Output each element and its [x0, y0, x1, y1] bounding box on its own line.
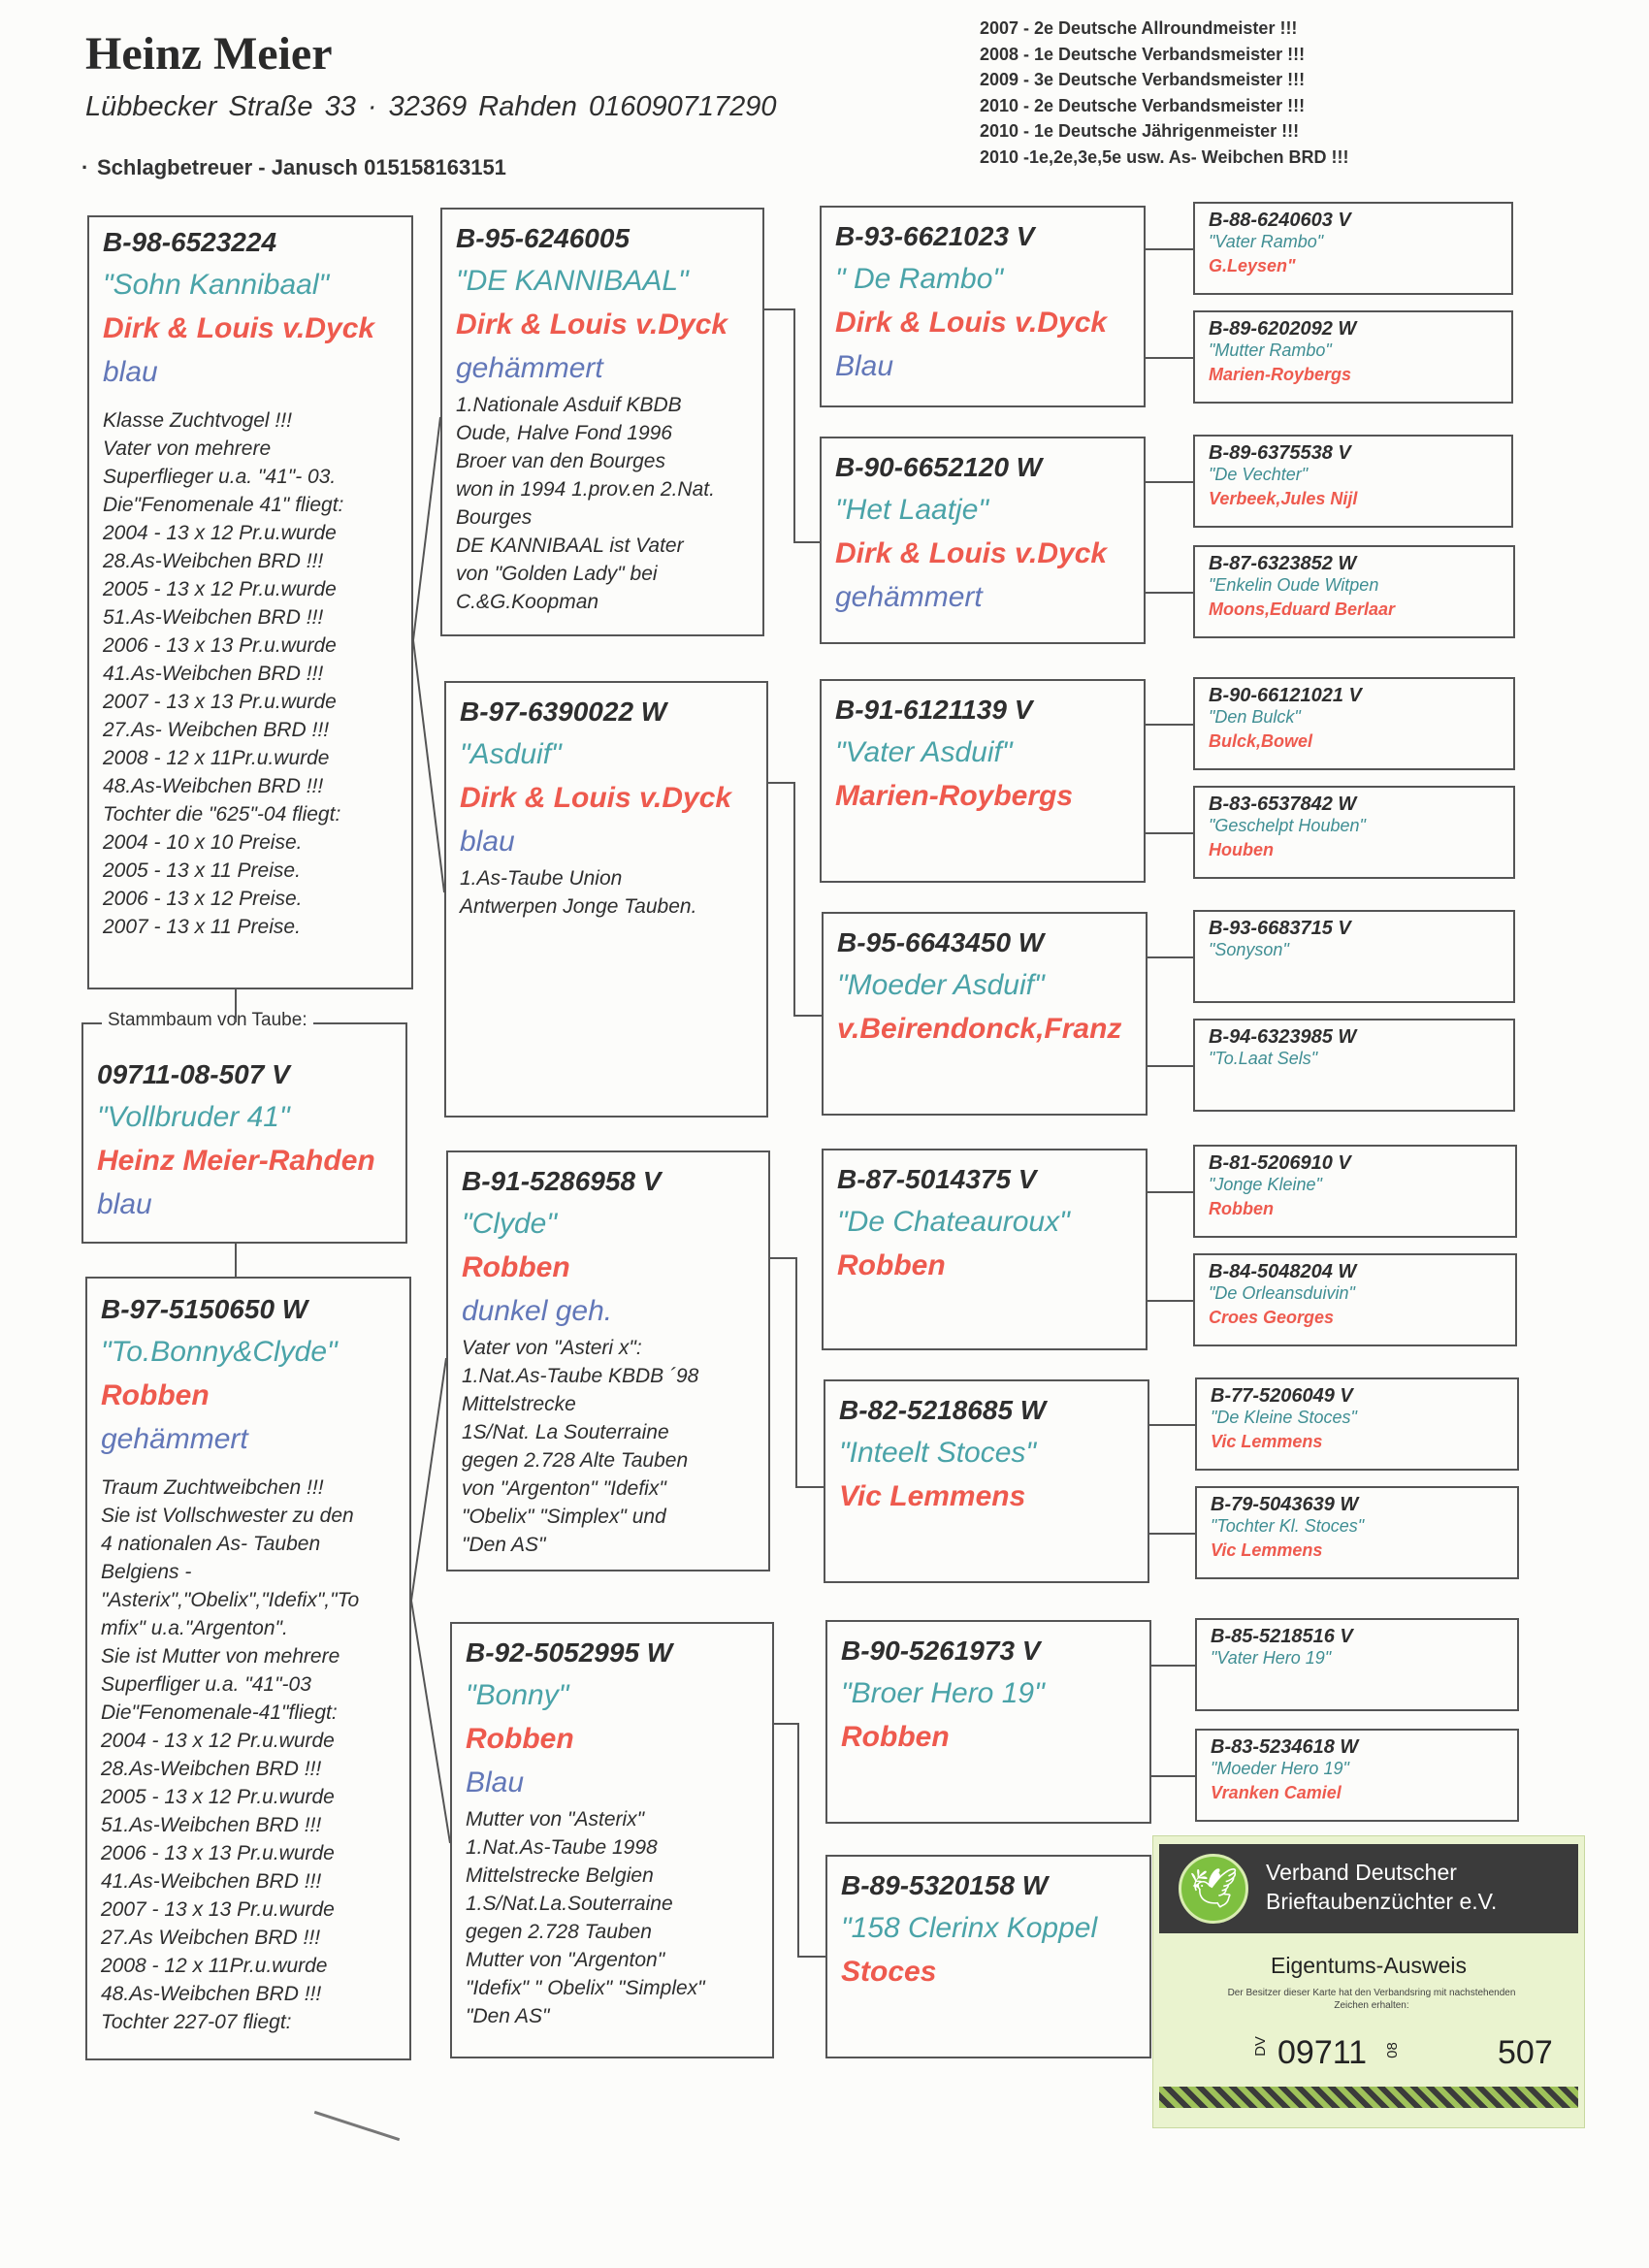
pigeon-name: " De Rambo"	[835, 263, 1004, 295]
pigeon-name: "Vater Asduif"	[835, 736, 1013, 768]
card-ring-number: 09711	[1277, 2034, 1368, 2071]
description-line: 2006 - 13 x 12 Preise.	[103, 888, 303, 910]
description-line: 1.Nationale Asduif KBDB	[456, 394, 682, 416]
connector-line	[413, 640, 444, 892]
description-line: 2006 - 13 x 13 Pr.u.wurde	[101, 1842, 335, 1864]
pigeon-name: "Jonge Kleine"	[1209, 1175, 1322, 1194]
breeder: Vic Lemmens	[1211, 1540, 1323, 1560]
breeder: Moons,Eduard Berlaar	[1209, 599, 1396, 619]
description-line: 27.As Weibchen BRD !!!	[101, 1927, 321, 1949]
plumage-color: blau	[97, 1188, 152, 1220]
description-line: Mittelstrecke Belgien	[466, 1864, 654, 1887]
description-line: "Den AS"	[466, 2005, 550, 2027]
description-line: 2008 - 12 x 11Pr.u.wurde	[103, 747, 330, 769]
pigeon-name: "Den Bulck"	[1209, 707, 1301, 727]
ring-number: B-77-5206049 V	[1211, 1385, 1353, 1407]
description-line: 2008 - 12 x 11Pr.u.wurde	[101, 1955, 328, 1977]
description-line: Superflieger u.a. "41"- 03.	[103, 466, 337, 488]
description-line: Die"Fenomenale 41" fliegt:	[103, 494, 344, 516]
plumage-color: blau	[460, 826, 515, 858]
pigeon-name: "De Kleine Stoces"	[1211, 1408, 1357, 1427]
plumage-color: gehämmert	[101, 1423, 248, 1455]
plumage-color: gehämmert	[456, 352, 603, 384]
description-line: 4 nationalen As- Tauben	[101, 1533, 321, 1555]
pigeon-name: "Broer Hero 19"	[841, 1677, 1045, 1709]
pedigree-label: Stammbaum von Taube:	[102, 1010, 313, 1031]
ring-number: B-92-5052995 W	[466, 1637, 673, 1668]
pigeon-name: "Bonny"	[466, 1679, 569, 1711]
pigeon-name: "Inteelt Stoces"	[839, 1437, 1037, 1469]
description-line: 1.S/Nat.La.Souterraine	[466, 1893, 673, 1915]
card-pattern-band	[1159, 2087, 1578, 2108]
achievement-item: 2010 - 1e Deutsche Jährigenmeister !!!	[980, 121, 1300, 142]
description-line: mfix" u.a."Argenton".	[101, 1617, 288, 1639]
breeder: Dirk & Louis v.Dyck	[456, 308, 728, 340]
pigeon-name: "DE KANNIBAAL"	[456, 265, 689, 297]
loft-manager-contact: · Schlagbetreuer - Janusch 015158163151	[97, 155, 506, 180]
description-line: Bourges	[456, 506, 533, 529]
pigeon-name: "De Vechter"	[1209, 465, 1309, 484]
pigeon-name: "To.Laat Sels"	[1209, 1049, 1318, 1068]
description-line: C.&G.Koopman	[456, 591, 599, 613]
achievement-item: 2008 - 1e Deutsche Verbandsmeister !!!	[980, 44, 1306, 64]
achievement-item: 2007 - 2e Deutsche Allroundmeister !!!	[980, 18, 1298, 38]
breeder: Dirk & Louis v.Dyck	[835, 307, 1108, 339]
breeder: Vic Lemmens	[839, 1480, 1026, 1512]
ring-number: B-95-6643450 W	[837, 927, 1045, 957]
pigeon-name: "Vater Rambo"	[1209, 232, 1324, 251]
ring-number: B-87-5014375 V	[837, 1164, 1037, 1194]
pigeon-name: "Het Laatje"	[835, 494, 989, 526]
pigeon-name: "Sohn Kannibaal"	[103, 269, 330, 301]
pigeon-name: "Tochter Kl. Stoces"	[1211, 1516, 1365, 1536]
description-line: von "Argenton" "Idefix"	[462, 1477, 666, 1500]
description-line: Sie ist Vollschwester zu den	[101, 1505, 354, 1527]
ring-number: B-98-6523224	[103, 227, 277, 257]
ownership-card	[1152, 1835, 1585, 2128]
card-dv: DV	[1251, 2036, 1269, 2057]
description-line: 1S/Nat. La Souterraine	[462, 1421, 669, 1443]
achievement-item: 2009 - 3e Deutsche Verbandsmeister !!!	[980, 70, 1306, 90]
description-line: 2007 - 13 x 11 Preise.	[103, 916, 301, 938]
ring-number: B-89-6202092 W	[1209, 318, 1357, 340]
ring-number: B-93-6683715 V	[1209, 918, 1351, 939]
description-line: DE KANNIBAAL ist Vater	[456, 535, 684, 557]
description-line: 28.As-Weibchen BRD !!!	[101, 1758, 322, 1780]
pigeon-name: "158 Clerinx Koppel	[841, 1912, 1098, 1944]
ring-number: B-83-5234618 W	[1211, 1736, 1359, 1758]
breeder: Houben	[1209, 840, 1274, 859]
breeder: Marien-Roybergs	[1209, 365, 1352, 384]
ring-number: B-89-6375538 V	[1209, 442, 1351, 464]
card-title: Eigentums-Ausweis	[1271, 1953, 1467, 1978]
description-line: Tochter 227-07 fliegt:	[101, 2011, 292, 2033]
pigeon-name: "Moeder Asduif"	[837, 969, 1045, 1001]
description-line: 51.As-Weibchen BRD !!!	[101, 1814, 322, 1836]
breeder: Dirk & Louis v.Dyck	[835, 537, 1108, 569]
description-line: 1.Nat.As-Taube KBDB ´98	[462, 1365, 699, 1387]
description-line: 2007 - 13 x 13 Pr.u.wurde	[103, 691, 337, 713]
ring-number: B-90-5261973 V	[841, 1636, 1041, 1666]
ring-number: B-88-6240603 V	[1209, 210, 1351, 231]
description-line: 2004 - 10 x 10 Preise.	[103, 831, 303, 854]
description-line: Sie ist Mutter von mehrere	[101, 1645, 340, 1668]
description-line: Superfliger u.a. "41"-03	[101, 1673, 311, 1696]
plumage-color: dunkel geh.	[462, 1295, 613, 1327]
card-subtitle: Der Besitzer dieser Karte hat den Verbandsring mit nachstehenden Zeichen erhalten:	[1227, 1988, 1516, 2011]
description-line: "Den AS"	[462, 1534, 546, 1556]
card-organization	[1266, 1858, 1497, 1916]
breeder: Vranken Camiel	[1211, 1783, 1342, 1802]
description-line: won in 1994 1.prov.en 2.Nat.	[456, 478, 715, 501]
description-line: Belgiens -	[101, 1561, 192, 1583]
card-ring-suffix: 507	[1498, 2034, 1553, 2071]
description-line: Die"Fenomenale-41"fliegt:	[101, 1701, 338, 1724]
ring-number: B-93-6621023 V	[835, 221, 1035, 251]
connector-line	[411, 1358, 446, 1601]
description-line: Klasse Zuchtvogel !!!	[103, 409, 292, 432]
description-line: 2004 - 13 x 12 Pr.u.wurde	[101, 1730, 335, 1752]
plumage-color: blau	[103, 356, 158, 388]
description-line: Tochter die "625"-04 fliegt:	[103, 803, 341, 826]
description-line: 41.As-Weibchen BRD !!!	[103, 663, 324, 685]
ring-number: B-84-5048204 W	[1209, 1261, 1357, 1282]
breeder: G.Leysen"	[1209, 256, 1296, 275]
pigeon-name: "Vater Hero 19"	[1211, 1648, 1332, 1668]
pigeon-name: "To.Bonny&Clyde"	[101, 1336, 338, 1368]
description-line: 48.As-Weibchen BRD !!!	[103, 775, 324, 797]
description-line: 1.As-Taube Union	[460, 867, 623, 890]
plumage-color: gehämmert	[835, 581, 983, 613]
breeder: Robben	[837, 1249, 946, 1281]
description-line: "Idefix" " Obelix" "Simplex"	[466, 1977, 705, 1999]
description-line: "Asterix","Obelix","Idefix","To	[101, 1589, 360, 1611]
pigeon-logo-icon: 🕊	[1179, 1854, 1248, 1924]
description-line: Broer van den Bourges	[456, 450, 665, 472]
breeder: Croes Georges	[1209, 1308, 1335, 1327]
description-line: 2005 - 13 x 11 Preise.	[103, 859, 301, 882]
description-line: Mutter von "Asterix"	[466, 1808, 645, 1831]
description-line: Vater von "Asteri x":	[462, 1337, 642, 1359]
pigeon-name: "De Orleansduivin"	[1209, 1283, 1355, 1303]
breeder-address: Lübbecker Straße 33 · 32369 Rahden 016090717290	[85, 91, 777, 122]
breeder: v.Beirendonck,Franz	[837, 1013, 1122, 1045]
breeder: Marien-Roybergs	[835, 780, 1074, 812]
ring-number: B-83-6537842 W	[1209, 794, 1357, 815]
org-line: Verband Deutscher	[1266, 1860, 1457, 1885]
ring-number: B-85-5218516 V	[1211, 1626, 1353, 1647]
description-line: "Obelix" "Simplex" und	[462, 1506, 666, 1528]
description-line: Traum Zuchtweibchen !!!	[101, 1476, 324, 1499]
description-line: Vater von mehrere	[103, 437, 272, 460]
breeder: Vic Lemmens	[1211, 1432, 1323, 1451]
pigeon-name: "Geschelpt Houben"	[1209, 816, 1366, 835]
plumage-color: Blau	[466, 1766, 525, 1798]
ring-number: B-82-5218685 W	[839, 1395, 1047, 1425]
breeder: Heinz Meier-Rahden	[97, 1145, 375, 1177]
pigeon-name: "Sonyson"	[1209, 940, 1289, 959]
ring-number: B-81-5206910 V	[1209, 1152, 1351, 1174]
breeder-name-heading: Heinz Meier	[85, 28, 333, 80]
description-line: 1.Nat.As-Taube 1998	[466, 1836, 658, 1859]
breeder: Bulck,Bowel	[1209, 731, 1313, 751]
pigeon-name: "Vollbruder 41"	[97, 1101, 290, 1133]
breeder: Dirk & Louis v.Dyck	[460, 782, 732, 814]
breeder: Verbeek,Jules Nijl	[1209, 489, 1358, 508]
description-line: gegen 2.728 Tauben	[466, 1921, 652, 1943]
description-line: 41.As-Weibchen BRD !!!	[101, 1870, 322, 1893]
description-line: 2004 - 13 x 12 Pr.u.wurde	[103, 522, 337, 544]
ring-number: B-91-6121139 V	[835, 695, 1033, 725]
ring-number: B-79-5043639 W	[1211, 1494, 1359, 1515]
ring-number: B-91-5286958 V	[462, 1166, 662, 1196]
breeder: Robben	[466, 1723, 574, 1755]
description-line: 51.As-Weibchen BRD !!!	[103, 606, 324, 629]
breeder: Robben	[841, 1721, 950, 1753]
connector-line	[413, 417, 440, 640]
achievement-item: 2010 - 2e Deutsche Verbandsmeister !!!	[980, 95, 1306, 115]
breeder: Stoces	[841, 1956, 937, 1988]
description-line: von "Golden Lady" bei	[456, 563, 658, 585]
org-line: Brieftaubenzüchter e.V.	[1266, 1889, 1498, 1914]
ring-number: B-90-66121021 V	[1209, 685, 1362, 706]
description-line: 28.As-Weibchen BRD !!!	[103, 550, 324, 572]
achievement-item: 2010 -1e,2e,3e,5e usw. As- Weibchen BRD !!!	[980, 146, 1349, 167]
ring-number: B-90-6652120 W	[835, 452, 1043, 482]
ring-number: B-97-5150650 W	[101, 1294, 308, 1324]
pigeon-name: "Mutter Rambo"	[1209, 340, 1332, 360]
description-line: 2006 - 13 x 13 Pr.u.wurde	[103, 634, 337, 657]
breeder: Robben	[462, 1251, 570, 1283]
pigeon-name: "Asduif"	[460, 738, 562, 770]
ring-number: B-95-6246005	[456, 223, 630, 253]
description-line: 2007 - 13 x 13 Pr.u.wurde	[101, 1898, 335, 1921]
ring-number: B-87-6323852 W	[1209, 553, 1357, 574]
pigeon-name: "Enkelin Oude Witpen	[1209, 575, 1379, 595]
pigeon-name: "De Chateauroux"	[837, 1206, 1070, 1238]
ring-number: B-97-6390022 W	[460, 697, 667, 727]
description-line: Mutter von "Argenton"	[466, 1949, 665, 1971]
breeder: Robben	[101, 1379, 210, 1411]
description-line: 27.As- Weibchen BRD !!!	[103, 719, 330, 741]
plumage-color: Blau	[835, 350, 894, 382]
card-header	[1159, 1844, 1578, 1933]
description-line: Antwerpen Jonge Tauben.	[460, 895, 697, 918]
ring-number: B-89-5320158 W	[841, 1870, 1049, 1900]
pigeon-name: "Moeder Hero 19"	[1211, 1759, 1349, 1778]
description-line: Mittelstrecke	[462, 1393, 576, 1415]
card-year: 08	[1383, 2042, 1401, 2058]
pigeon-name: "Clyde"	[462, 1208, 557, 1240]
breeder: Dirk & Louis v.Dyck	[103, 312, 375, 344]
connector-line	[411, 1601, 450, 1843]
description-line: 2005 - 13 x 12 Pr.u.wurde	[103, 578, 337, 600]
ring-number: B-94-6323985 W	[1209, 1026, 1357, 1048]
description-line: Oude, Halve Fond 1996	[456, 422, 672, 444]
description-line: 2005 - 13 x 12 Pr.u.wurde	[101, 1786, 335, 1808]
description-line: gegen 2.728 Alte Tauben	[462, 1449, 689, 1472]
ring-number: 09711-08-507 V	[97, 1059, 290, 1089]
breeder: Robben	[1209, 1199, 1274, 1218]
description-line: 48.As-Weibchen BRD !!!	[101, 1983, 322, 2005]
